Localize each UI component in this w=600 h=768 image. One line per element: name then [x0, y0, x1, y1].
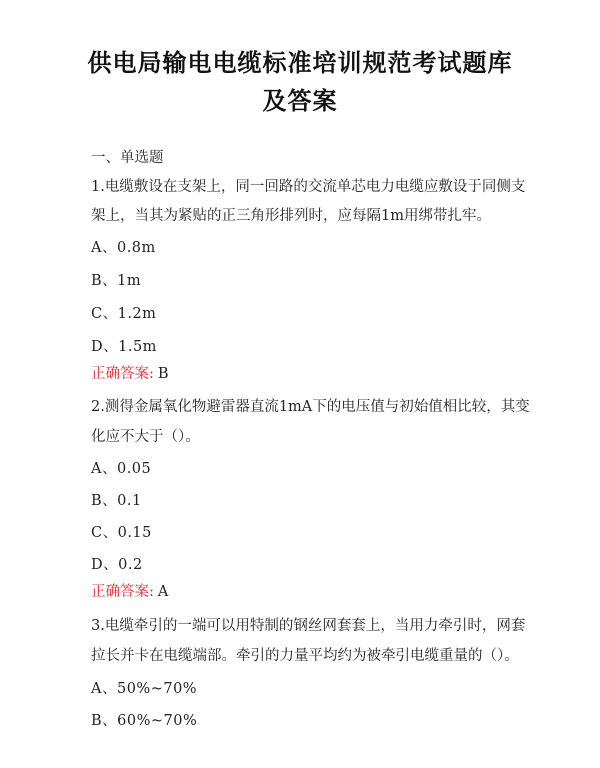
section-heading: 一、单选题 — [91, 150, 164, 166]
question-3-text-line-1: 3.电缆牵引的一端可以用特制的钢丝网套套上，当用力牵引时，网套 — [91, 618, 526, 634]
question-3-option-b: B、60%~70% — [91, 713, 198, 729]
question-3-text-line-2: 拉长并卡在电缆端部。牵引的力量平均约为被牵引电缆重量的（）。 — [91, 648, 519, 664]
question-3-option-a: A、50%~70% — [91, 681, 198, 697]
question-2-option-d: D、0.2 — [91, 557, 143, 573]
answer-label: 正确答案: — [91, 366, 154, 382]
question-1-answer — [91, 364, 540, 384]
question-2-option-a: A、0.05 — [91, 461, 152, 477]
question-2-option-b: B、0.1 — [91, 493, 142, 509]
question-2-answer — [91, 582, 540, 602]
question-2-option-c: C、0.15 — [91, 525, 152, 541]
document-title: 供电局输电电缆标准培训规范考试题库 — [87, 48, 513, 77]
answer-value: B — [157, 366, 169, 382]
answer-label: 正确答案: — [91, 584, 154, 600]
question-2-text-line-2: 化应不大于（）。 — [91, 429, 200, 445]
question-2-text-line-1: 2.测得金属氧化物避雷器直流1mA下的电压值与初始值相比较，其变 — [91, 399, 530, 415]
answer-value: A — [157, 584, 169, 600]
question-1-option-a: A、0.8m — [91, 240, 156, 256]
question-1-option-c: C、1.2m — [91, 306, 157, 322]
question-1-text-line-1: 1.电缆敷设在支架上，同一回路的交流单芯电力电缆应敷设于同侧支 — [91, 179, 526, 195]
document-title-continued: 及答案 — [262, 86, 338, 115]
question-1-text-line-2: 架上，当其为紧贴的正三角形排列时，应每隔1m用绑带扎牢。 — [91, 208, 491, 224]
question-1-option-d: D、1.5m — [91, 339, 157, 355]
question-1-option-b: B、1m — [91, 273, 142, 289]
